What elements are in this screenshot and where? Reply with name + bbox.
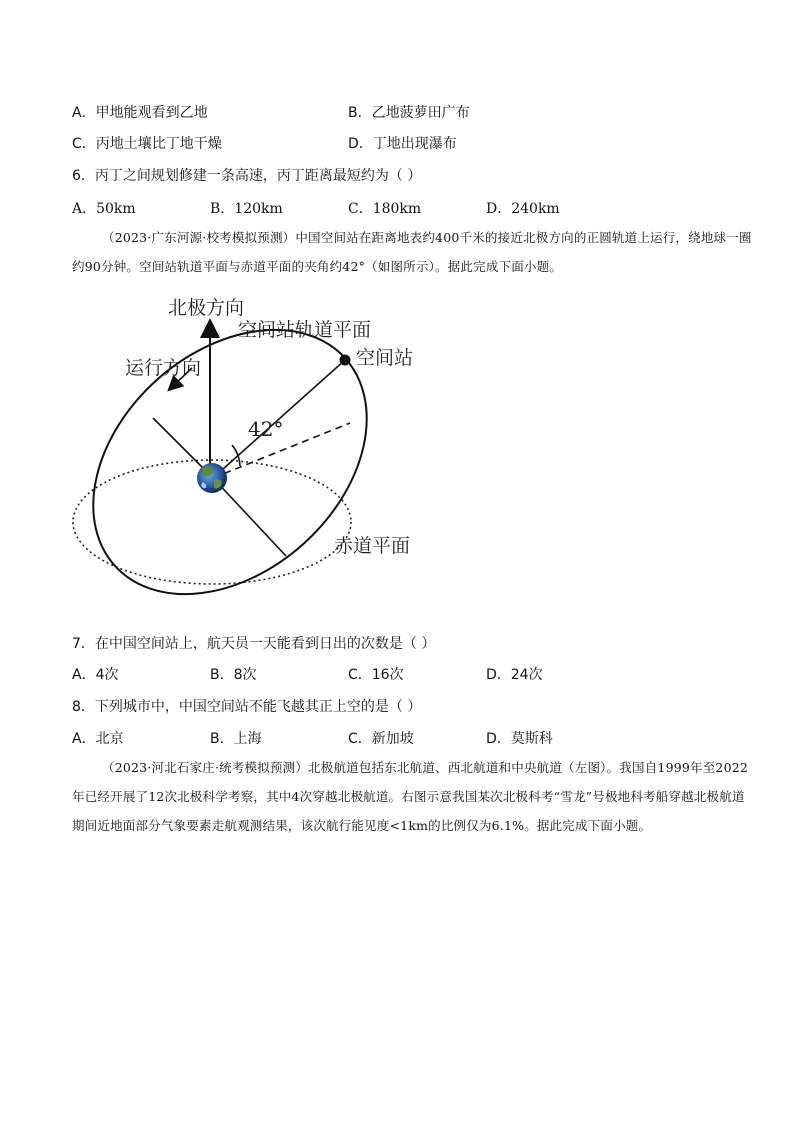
q8-stem: 8．下列城市中，中国空间站不能飞越其正上空的是（ ）: [72, 699, 422, 715]
q8-option-a: A．北京: [72, 731, 124, 747]
q5-option-d: D．丁地出现瀑布: [348, 136, 457, 152]
q5-option-b: B．乙地菠萝田广布: [348, 105, 470, 121]
q7-option-c: C．16次: [348, 667, 404, 683]
q6-stem: 6．丙丁之间规划修建一条高速，丙丁距离最短约为（ ）: [72, 168, 422, 184]
orbit-plane-label: 空间站轨道平面: [238, 319, 372, 341]
earth-globe-icon: [197, 463, 227, 493]
passage-space-station: （2023·广东河源·校考模拟预测）中国空间站在距离地表约400千米的接近北极方向的正圆轨道上运行，绕地球一圈约90分钟。空间站轨道平面与赤道平面的夹角约42°（如图所示）。据此完成下面小题。: [72, 230, 752, 274]
q6-option-b: B．120km: [210, 201, 283, 217]
passage-arctic-route: （2023·河北石家庄·统考模拟预测）北极航道包括东北航道、西北航道和中央航道（左图）。我国自1999年至2022年已经开展了12次北极科学考察，其中4次穿越北极航道。右图示意我国某次北极科考“雪龙”号极地科考船穿越北极航道期间近地面部分气象要素走航观测结果，该次航行能见度<1km的比例仅为6.1%。据此完成下面小题。: [72, 760, 749, 833]
q7-option-b: B．8次: [210, 667, 257, 683]
equator-plane-label: 赤道平面: [334, 535, 411, 557]
space-station-dot: [340, 355, 351, 366]
q7-option-a: A．4次: [72, 667, 119, 683]
q5-option-a: A．甲地能观看到乙地: [72, 105, 208, 121]
q6-option-a: A．50km: [72, 201, 136, 217]
q8-option-b: B．上海: [210, 731, 262, 747]
q5-option-c: C．丙地土壤比丁地干燥: [72, 136, 222, 152]
space-station-label: 空间站: [356, 347, 414, 369]
orbit-diagram: [60, 290, 440, 620]
angle-label: 42°: [248, 417, 284, 441]
angle-arc: [232, 445, 240, 466]
radius-lower-right: [213, 478, 286, 556]
q6-option-d: D．240km: [486, 201, 560, 217]
north-direction-label: 北极方向: [168, 297, 245, 319]
q8-option-d: D．莫斯科: [486, 731, 553, 747]
q7-stem: 7．在中国空间站上，航天员一天能看到日出的次数是（ ）: [72, 636, 436, 652]
q7-option-d: D．24次: [486, 667, 543, 683]
q8-option-c: C．新加坡: [348, 731, 414, 747]
direction-label: 运行方向: [125, 357, 202, 379]
q6-option-c: C．180km: [348, 201, 422, 217]
